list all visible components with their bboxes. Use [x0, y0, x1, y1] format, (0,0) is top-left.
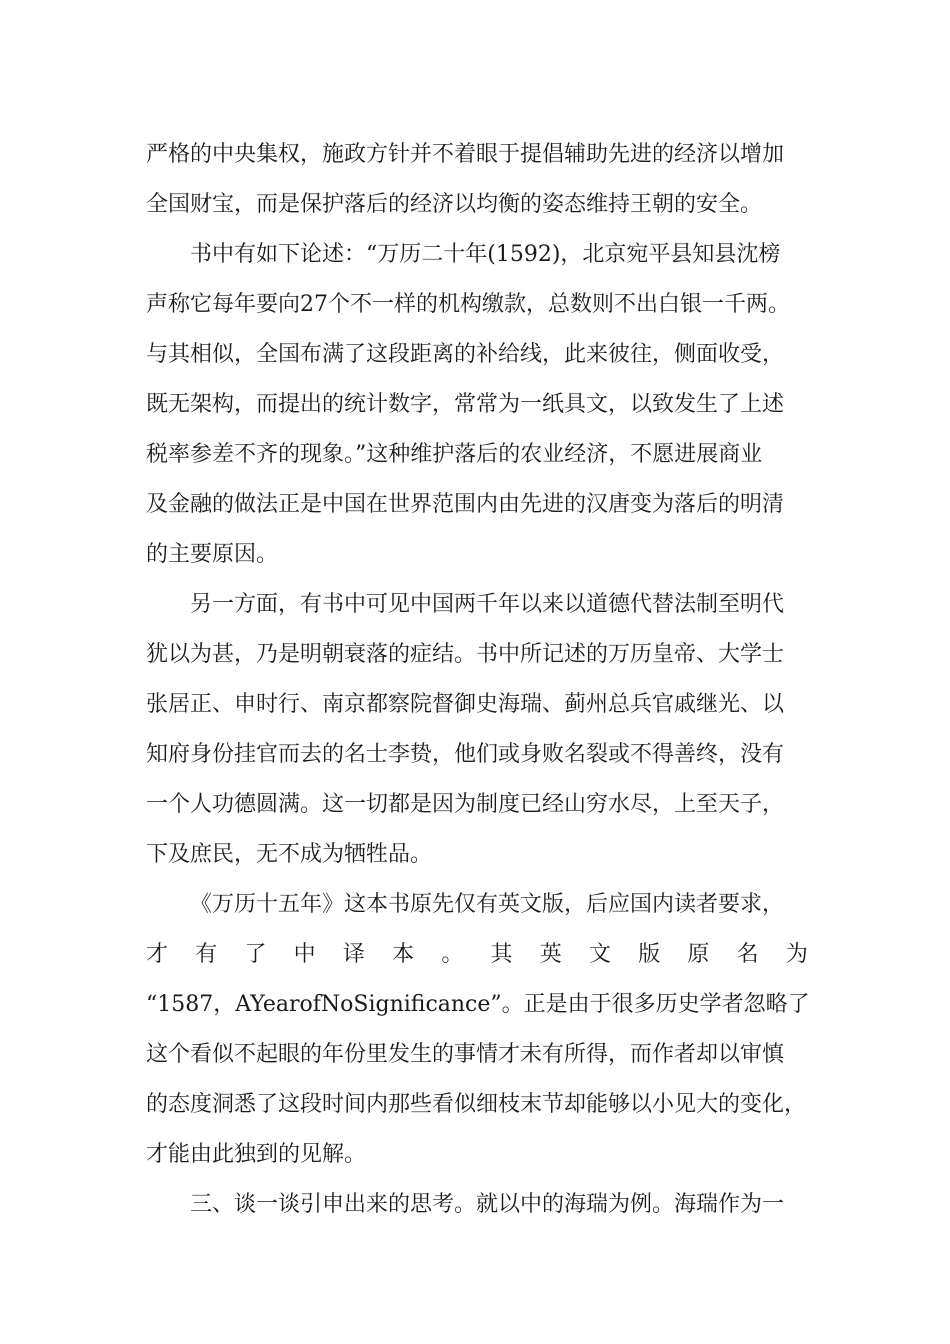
text-char: 其 [490, 942, 513, 967]
text-line: 既无架构，而提出的统计数字，常常为一纸具文，以致发生了上述 [146, 392, 785, 417]
text-char: 原 [687, 942, 710, 967]
text-char: 文 [588, 942, 611, 967]
text-char: 了 [244, 942, 267, 967]
text-line: 才能由此独到的见解。 [146, 1142, 367, 1167]
paragraph-block [146, 130, 808, 930]
text-line: 声称它每年要向27个不一样的机构缴款，总数则不出白银一千两。 [146, 292, 790, 317]
text-char: 。 [441, 942, 464, 967]
text-char: 有 [195, 942, 218, 967]
text-line: 下及庶民，无不成为牺牲品。 [146, 842, 433, 867]
text-char: 中 [293, 942, 316, 967]
text-line: 一个人功德圆满。这一切都是因为制度已经山穷水尽，上至天子， [146, 792, 785, 817]
text-char: 才 [146, 942, 169, 967]
document-body [146, 130, 808, 1230]
paragraph-block [146, 980, 808, 1230]
text-char: 英 [539, 942, 562, 967]
text-line: 严格的中央集权，施政方针并不着眼于提倡辅助先进的经济以增加 [146, 142, 785, 167]
text-line: 的主要原因。 [146, 542, 279, 567]
text-line: 与其相似，全国布满了这段距离的补给线，此来彼往，侧面收受， [146, 342, 785, 367]
text-line: “1587，AYearofNoSignificance”。正是由于很多历史学者忽略了 [146, 992, 810, 1017]
text-char: 译 [342, 942, 365, 967]
text-line: 张居正、申时行、南京都察院督御史海瑞、蓟州总兵官戚继光、以 [146, 692, 785, 717]
text-line: 全国财宝，而是保护落后的经济以均衡的姿态维持王朝的安全。 [146, 192, 763, 217]
text-char: 为 [785, 942, 808, 967]
text-line: 及金融的做法正是中国在世界范围内由先进的汉唐变为落后的明清 [146, 492, 785, 517]
text-line: 这个看似不起眼的年份里发生的事情才未有所得，而作者却以审慎 [146, 1042, 785, 1067]
text-char: 本 [392, 942, 415, 967]
text-line: 的态度洞悉了这段时间内那些看似细枝末节却能够以小见大的变化， [146, 1092, 807, 1117]
text-line: 税率参差不齐的现象。”这种维护落后的农业经济，不愿进展商业 [146, 442, 763, 467]
text-line: 另一方面，有书中可见中国两千年以来以道德代替法制至明代 [190, 592, 785, 617]
text-line: 知府身份挂官而去的名士李贽，他们或身败名裂或不得善终，没有 [146, 742, 785, 767]
text-line: 犹以为甚，乃是明朝衰落的症结。书中所记述的万历皇帝、大学士 [146, 642, 785, 667]
justified-text-line [146, 930, 808, 980]
text-line: 《万历十五年》这本书原先仅有英文版，后应国内读者要求， [190, 892, 785, 917]
text-char: 版 [638, 942, 661, 967]
text-line: 三、谈一谈引申出来的思考。就以中的海瑞为例。海瑞作为一 [190, 1192, 785, 1217]
text-char: 名 [736, 942, 759, 967]
text-line: 书中有如下论述：“万历二十年(1592)，北京宛平县知县沈榜 [190, 242, 781, 267]
